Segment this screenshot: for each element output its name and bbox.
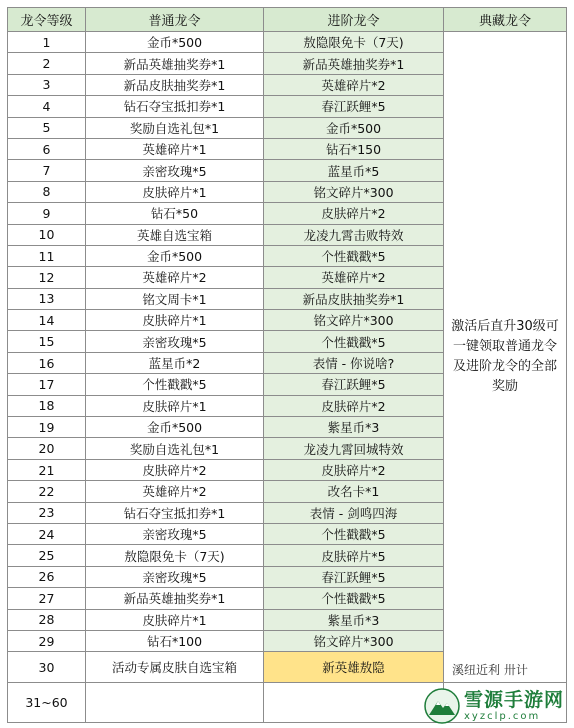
level-cell: 10	[8, 224, 86, 245]
watermark-title: 雪源手游网	[464, 689, 565, 711]
normal-reward-cell: 活动专属皮肤自选宝箱	[86, 652, 264, 683]
advanced-reward-cell	[264, 683, 444, 723]
normal-reward-cell: 新品英雄抽奖券*1	[86, 53, 264, 74]
normal-reward-cell: 敖隐限免卡（7天)	[86, 545, 264, 566]
level-cell: 22	[8, 481, 86, 502]
advanced-reward-cell: 个性戳戳*5	[264, 523, 444, 544]
normal-reward-cell: 金币*500	[86, 245, 264, 266]
advanced-reward-cell: 个性戳戳*5	[264, 588, 444, 609]
advanced-reward-cell: 个性戳戳*5	[264, 331, 444, 352]
level-cell: 12	[8, 267, 86, 288]
level-cell: 23	[8, 502, 86, 523]
normal-reward-cell: 新品英雄抽奖券*1	[86, 588, 264, 609]
advanced-reward-cell: 皮肤碎片*5	[264, 545, 444, 566]
normal-reward-cell: 钻石*50	[86, 203, 264, 224]
level-cell: 6	[8, 138, 86, 159]
advanced-reward-cell: 钻石*150	[264, 138, 444, 159]
advanced-reward-cell: 春江跃鲤*5	[264, 96, 444, 117]
level-cell: 14	[8, 310, 86, 331]
level-cell: 29	[8, 630, 86, 651]
advanced-reward-cell: 紫星币*3	[264, 609, 444, 630]
normal-reward-cell: 个性戳戳*5	[86, 374, 264, 395]
level-cell: 18	[8, 395, 86, 416]
header-row	[8, 8, 567, 32]
advanced-reward-cell: 敖隐限免卡（7天)	[264, 32, 444, 53]
advanced-reward-cell: 表情 - 剑鸣四海	[264, 502, 444, 523]
level-cell: 19	[8, 417, 86, 438]
cut-off-text: 溪纽近利 卅计	[452, 663, 528, 677]
advanced-reward-cell: 皮肤碎片*2	[264, 459, 444, 480]
advanced-reward-cell: 英雄碎片*2	[264, 267, 444, 288]
level-cell: 31~60	[8, 683, 86, 723]
level-cell: 26	[8, 566, 86, 587]
collect-note-cell	[444, 32, 567, 683]
normal-reward-cell: 皮肤碎片*1	[86, 609, 264, 630]
normal-reward-cell: 英雄碎片*1	[86, 138, 264, 159]
normal-reward-cell: 钻石夺宝抵扣券*1	[86, 96, 264, 117]
level-cell: 16	[8, 352, 86, 373]
level-cell: 8	[8, 181, 86, 202]
level-cell: 28	[8, 609, 86, 630]
table-row	[8, 32, 567, 53]
normal-reward-cell: 金币*500	[86, 32, 264, 53]
normal-reward-cell: 奖励自选礼包*1	[86, 438, 264, 459]
header-advanced: 进阶龙令	[264, 8, 444, 32]
level-cell: 1	[8, 32, 86, 53]
mountain-logo-icon	[424, 688, 460, 724]
advanced-reward-cell: 皮肤碎片*2	[264, 203, 444, 224]
normal-reward-cell: 亲密玫瑰*5	[86, 523, 264, 544]
advanced-reward-cell: 新英雄敖隐	[264, 652, 444, 683]
level-cell: 5	[8, 117, 86, 138]
advanced-reward-cell: 英雄碎片*2	[264, 74, 444, 95]
normal-reward-cell: 新品皮肤抽奖券*1	[86, 74, 264, 95]
advanced-reward-cell: 新品英雄抽奖券*1	[264, 53, 444, 74]
advanced-reward-cell: 铭文碎片*300	[264, 181, 444, 202]
watermark-domain: xyzclp.com	[464, 711, 541, 722]
advanced-reward-cell: 铭文碎片*300	[264, 310, 444, 331]
advanced-reward-cell: 皮肤碎片*2	[264, 395, 444, 416]
normal-reward-cell: 亲密玫瑰*5	[86, 331, 264, 352]
advanced-reward-cell: 个性戳戳*5	[264, 245, 444, 266]
normal-reward-cell: 皮肤碎片*1	[86, 181, 264, 202]
level-cell: 30	[8, 652, 86, 683]
level-cell: 9	[8, 203, 86, 224]
advanced-reward-cell: 表情 - 你说啥?	[264, 352, 444, 373]
normal-reward-cell: 英雄碎片*2	[86, 481, 264, 502]
normal-reward-cell	[86, 683, 264, 723]
normal-reward-cell: 皮肤碎片*1	[86, 310, 264, 331]
level-cell: 17	[8, 374, 86, 395]
level-cell: 15	[8, 331, 86, 352]
level-cell: 25	[8, 545, 86, 566]
level-cell: 4	[8, 96, 86, 117]
normal-reward-cell: 奖励自选礼包*1	[86, 117, 264, 138]
header-collect: 典藏龙令	[444, 8, 567, 32]
level-cell: 13	[8, 288, 86, 309]
normal-reward-cell: 英雄碎片*2	[86, 267, 264, 288]
header-level: 龙令等级	[8, 8, 86, 32]
advanced-reward-cell: 铭文碎片*300	[264, 630, 444, 651]
normal-reward-cell: 英雄自选宝箱	[86, 224, 264, 245]
advanced-reward-cell: 蓝星币*5	[264, 160, 444, 181]
normal-reward-cell: 钻石*100	[86, 630, 264, 651]
watermark	[424, 686, 572, 726]
normal-reward-cell: 铭文周卡*1	[86, 288, 264, 309]
normal-reward-cell: 钻石夺宝抵扣券*1	[86, 502, 264, 523]
normal-reward-cell: 皮肤碎片*2	[86, 459, 264, 480]
normal-reward-cell: 亲密玫瑰*5	[86, 160, 264, 181]
level-cell: 3	[8, 74, 86, 95]
advanced-reward-cell: 龙凌九霄击败特效	[264, 224, 444, 245]
level-cell: 21	[8, 459, 86, 480]
advanced-reward-cell: 新品皮肤抽奖券*1	[264, 288, 444, 309]
level-cell: 20	[8, 438, 86, 459]
level-cell: 27	[8, 588, 86, 609]
advanced-reward-cell: 龙凌九霄回城特效	[264, 438, 444, 459]
advanced-reward-cell: 改名卡*1	[264, 481, 444, 502]
level-cell: 11	[8, 245, 86, 266]
advanced-reward-cell: 金币*500	[264, 117, 444, 138]
level-cell: 24	[8, 523, 86, 544]
header-normal: 普通龙令	[86, 8, 264, 32]
normal-reward-cell: 皮肤碎片*1	[86, 395, 264, 416]
advanced-reward-cell: 春江跃鲤*5	[264, 374, 444, 395]
level-cell: 7	[8, 160, 86, 181]
advanced-reward-cell: 春江跃鲤*5	[264, 566, 444, 587]
normal-reward-cell: 金币*500	[86, 417, 264, 438]
reward-table	[7, 7, 567, 723]
normal-reward-cell: 亲密玫瑰*5	[86, 566, 264, 587]
normal-reward-cell: 蓝星币*2	[86, 352, 264, 373]
level-cell: 2	[8, 53, 86, 74]
collect-note: 激活后直升30级可一键领取普通龙令及进阶龙令的全部奖励	[451, 319, 559, 395]
advanced-reward-cell: 紫星币*3	[264, 417, 444, 438]
